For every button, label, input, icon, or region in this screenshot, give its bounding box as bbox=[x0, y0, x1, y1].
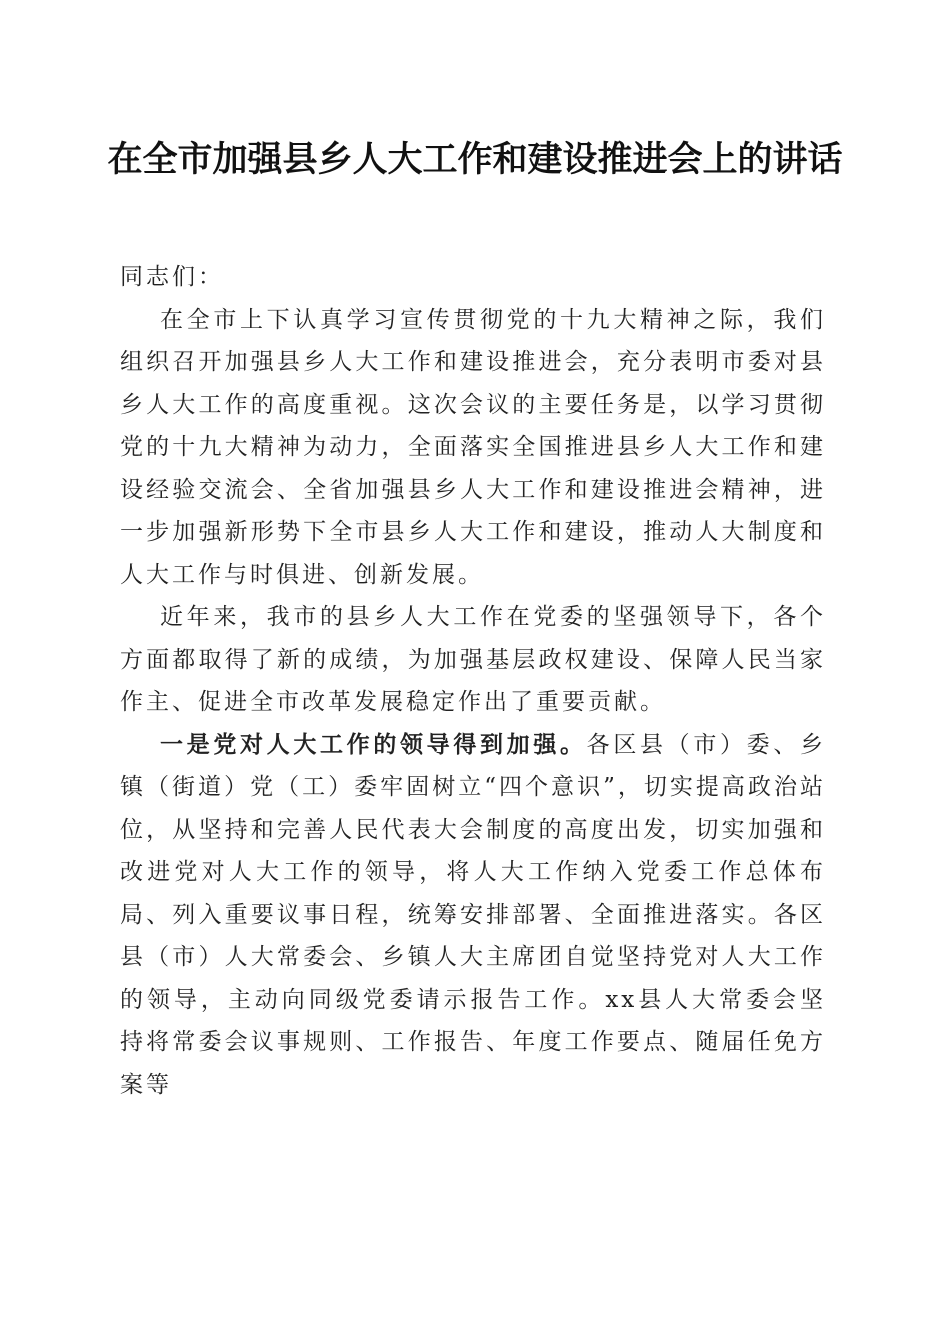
document-body bbox=[120, 256, 826, 1106]
paragraph-point-one bbox=[120, 724, 826, 1107]
document-title: 在全市加强县乡人大工作和建设推进会上的讲话 bbox=[107, 139, 843, 180]
salutation: 同志们： bbox=[120, 264, 224, 290]
paragraph-intro bbox=[120, 299, 826, 597]
paragraph-text: 各区县（市）委、乡镇（街道）党（工）委牢固树立“四个意识”，切实提高政治站位，从坚持和完善人民代表大会制度的高度出发，切实加强和改进党对人大工作的领导，将人大工作纳入党委工作总体布局、列入重要议事日程，统筹安排部署、全面推进落实。各区县（市）人大常委会、乡镇人大主席团自觉坚持党对人大工作的领导，主动向同级党委请示报告工作。xx县人大常委会坚持将常委会议事规则、工作报告、年度工作要点、随届任免方案等 bbox=[120, 731, 827, 1098]
paragraph-text: 在全市上下认真学习宣传贯彻党的十九大精神之际，我们组织召开加强县乡人大工作和建设推进会，充分表明市委对县乡人大工作的高度重视。这次会议的主要任务是，以学习贯彻党的十九大精神为动力，全面落实全国推进县乡人大工作和建设经验交流会、全省加强县乡人大工作和建设推进会精神，进一步加强新形势下全市县乡人大工作和建设，推动人大制度和人大工作与时俱进、创新发展。 bbox=[120, 306, 826, 588]
paragraph-text: 近年来，我市的县乡人大工作在党委的坚强领导下，各个方面都取得了新的成绩，为加强基层政权建设、保障人民当家作主、促进全市改革发展稳定作出了重要贡献。 bbox=[120, 604, 826, 715]
paragraph-achievements bbox=[120, 596, 826, 724]
paragraph-lead: 一是党对人大工作的领导得到加强。 bbox=[160, 730, 587, 758]
